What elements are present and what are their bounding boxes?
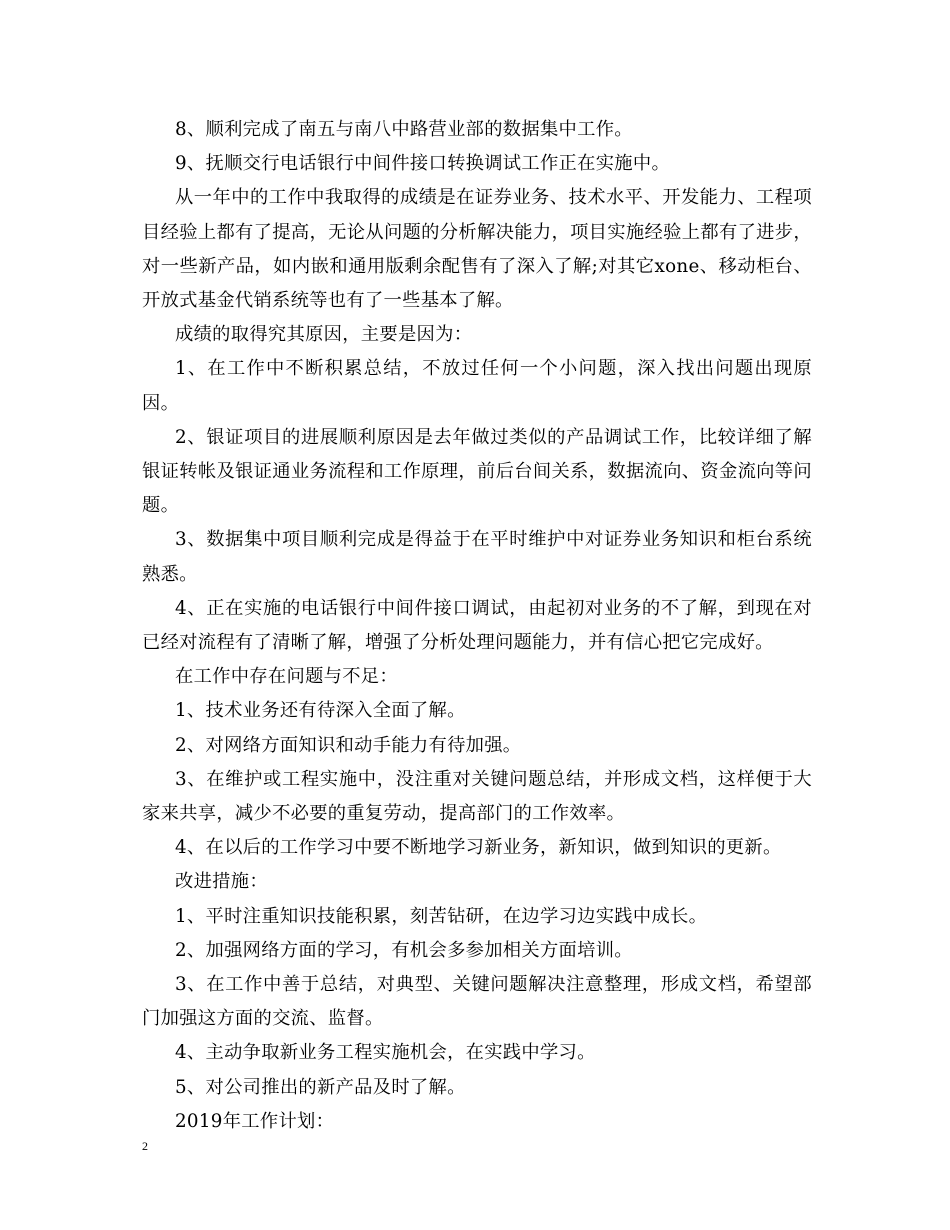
page-number: 2 xyxy=(142,1139,148,1153)
document-body xyxy=(142,113,812,1139)
paragraph-improvement-2: 2、加强网络方面的学习，有机会多参加相关方面培训。 xyxy=(175,939,633,961)
paragraph-improvement-4: 4、主动争取新业务工程实施机会，在实践中学习。 xyxy=(175,1042,596,1064)
paragraph-problem-1: 1、技术业务还有待深入全面了解。 xyxy=(175,700,466,722)
paragraph-problem-4: 4、在以后的工作学习中要不断地学习新业务，新知识，做到知识的更新。 xyxy=(175,837,782,859)
paragraph-improvement-3: 3、在工作中善于总结，对典型、关键问题解决注意整理，形成文档，希望部门加强这方面的交流、监督。 xyxy=(142,974,812,1030)
paragraph-problems-heading: 在工作中存在问题与不足： xyxy=(175,666,398,688)
paragraph-item-9-in-progress: 9、抚顺交行电话银行中间件接口转换调试工作正在实施中。 xyxy=(175,153,671,175)
paragraph-reason-1: 1、在工作中不断积累总结，不放过任何一个小问题，深入找出问题出现原因。 xyxy=(142,358,812,414)
paragraph-improvement-1: 1、平时注重知识技能积累，刻苦钻研，在边学习边实践中成长。 xyxy=(175,905,708,927)
paragraph-reason-3: 3、数据集中项目顺利完成是得益于在平时维护中对证券业务知识和柜台系统熟悉。 xyxy=(142,529,812,585)
paragraph-improvement-5: 5、对公司推出的新产品及时了解。 xyxy=(175,1076,466,1098)
paragraph-reason-2: 2、银证项目的进展顺利原因是去年做过类似的产品调试工作，比较详细了解银证转帐及银证通业务流程和工作原理，前后台间关系，数据流向、资金流向等问题。 xyxy=(142,426,812,517)
paragraph-problem-2: 2、对网络方面知识和动手能力有待加强。 xyxy=(175,734,522,756)
paragraph-work-plan-heading: 2019年工作计划： xyxy=(175,1110,335,1132)
paragraph-item-8-completed: 8、顺利完成了南五与南八中路营业部的数据集中工作。 xyxy=(175,119,633,140)
paragraph-achievements-summary: 从一年中的工作中我取得的成绩是在证券业务、技术水平、开发能力、工程项目经验上都有了提高，无论从问题的分析解决能力，项目实施经验上都有了进步，对一些新产品，如内嵌和通用版剩余配售有了深入了解;对其它xone、移动柜台、开放式基金代销系统等也有了一些基本了解。 xyxy=(142,187,812,312)
paragraph-reasons-heading: 成绩的取得究其原因，主要是因为： xyxy=(175,324,473,346)
paragraph-problem-3: 3、在维护或工程实施中，没注重对关键问题总结，并形成文档，这样便于大家来共享，减少不必要的重复劳动，提高部门的工作效率。 xyxy=(142,768,812,825)
paragraph-improvements-heading: 改进措施： xyxy=(175,871,268,893)
paragraph-reason-4: 4、正在实施的电话银行中间件接口调试，由起初对业务的不了解，到现在对已经对流程有了清晰了解，增强了分析处理问题能力，并有信心把它完成好。 xyxy=(142,597,812,654)
